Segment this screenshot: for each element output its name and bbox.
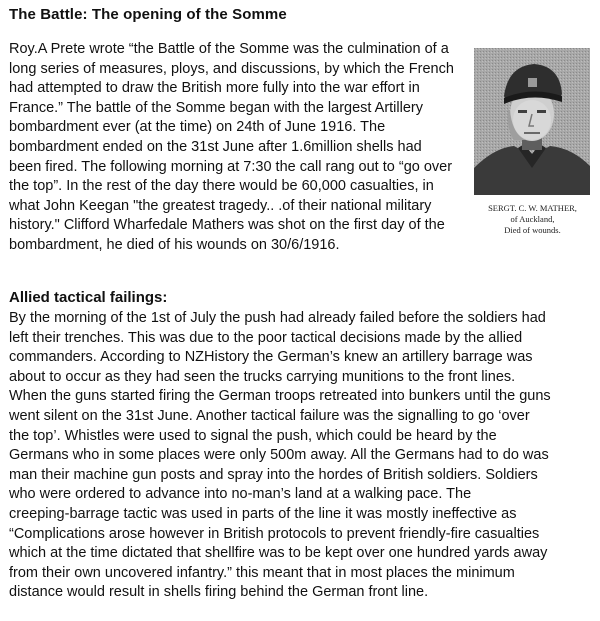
intro-line: long series of measures, ploys, and discussions, by which the French: [9, 60, 454, 77]
portrait-figure: [470, 48, 595, 236]
page-title: The Battle: The opening of the Somme: [9, 6, 287, 23]
body-line: who were ordered to advance into no-man’s land at a walking pace. The: [9, 486, 472, 503]
body-line: left their trenches. This was due to the poor tactical decisions made by the allied: [9, 329, 523, 346]
body-paragraph: [9, 309, 597, 603]
body-line: man their machine gun posts and spray into the hordes of British soldiers. Soldiers: [9, 466, 538, 483]
intro-line: had attempted to draw the British more fully into the war effort in: [9, 80, 420, 97]
intro-line: been fired. The following morning at 7:30 the call rang out to “go over: [9, 158, 453, 175]
body-line: went silent on the 31st June. Another tactical failure was the signalling to go ‘over: [9, 407, 530, 424]
soldier-portrait-photo: [474, 48, 590, 195]
body-line: from their own uncovered infantry.” this meant that in most places the minimum: [9, 564, 515, 581]
intro-line: what John Keegan "the greatest tragedy.. .of their national military: [9, 197, 432, 214]
body-line: When the guns started firing the German troops retreated into bunkers until the guns: [9, 388, 551, 405]
intro-line: history." Clifford Wharfedale Mathers was shot on the first day of the: [9, 217, 445, 234]
caption-status: Died of wounds.: [504, 225, 561, 235]
body-line: which at the time dictated that shellfire was to be kept over one hundred yards away: [9, 545, 548, 562]
intro-line: Roy.A Prete wrote “the Battle of the Somme was the culmination of a: [9, 41, 449, 57]
intro-line: bombardment ever (at the time) on 24th of June 1916. The: [9, 119, 386, 136]
body-line: By the morning of the 1st of July the push had already failed before the soldiers had: [9, 310, 546, 326]
body-line: Germans who in some places were only 500m away. All the Germans had to do was: [9, 447, 549, 464]
intro-line: France.” The battle of the Somme began with the largest Artillery: [9, 99, 423, 116]
intro-line: bombardment ended on the 31st June after 1.6million shells had: [9, 138, 422, 155]
intro-line: bombardment, he died of his wounds on 30/6/1916.: [9, 236, 340, 253]
body-line: commanders. According to NZHistory the German’s knew an artillery barrage was: [9, 349, 533, 366]
body-line: distance would result in shells firing behind the German front line.: [9, 584, 429, 601]
section-heading: Allied tactical failings:: [9, 289, 168, 306]
body-line: the top’. Whistles were used to signal the push, which could be heard by the: [9, 427, 497, 444]
caption-name: SERGT. C. W. MATHER,: [488, 203, 577, 213]
intro-line: the top”. In the rest of the day there would be 60,000 casualties, in: [9, 178, 434, 195]
portrait-caption: [470, 203, 595, 236]
body-line: about to occur as they had seen the trucks carrying munitions to the front lines.: [9, 368, 516, 385]
caption-origin: of Auckland,: [510, 214, 555, 224]
body-line: creeping-barrage tactic was used in parts of the line it was mostly ineffective as: [9, 505, 517, 522]
body-line: “Complications arose however in British protocols to prevent friendly-fire casualties: [9, 525, 540, 542]
intro-paragraph: [9, 40, 479, 256]
